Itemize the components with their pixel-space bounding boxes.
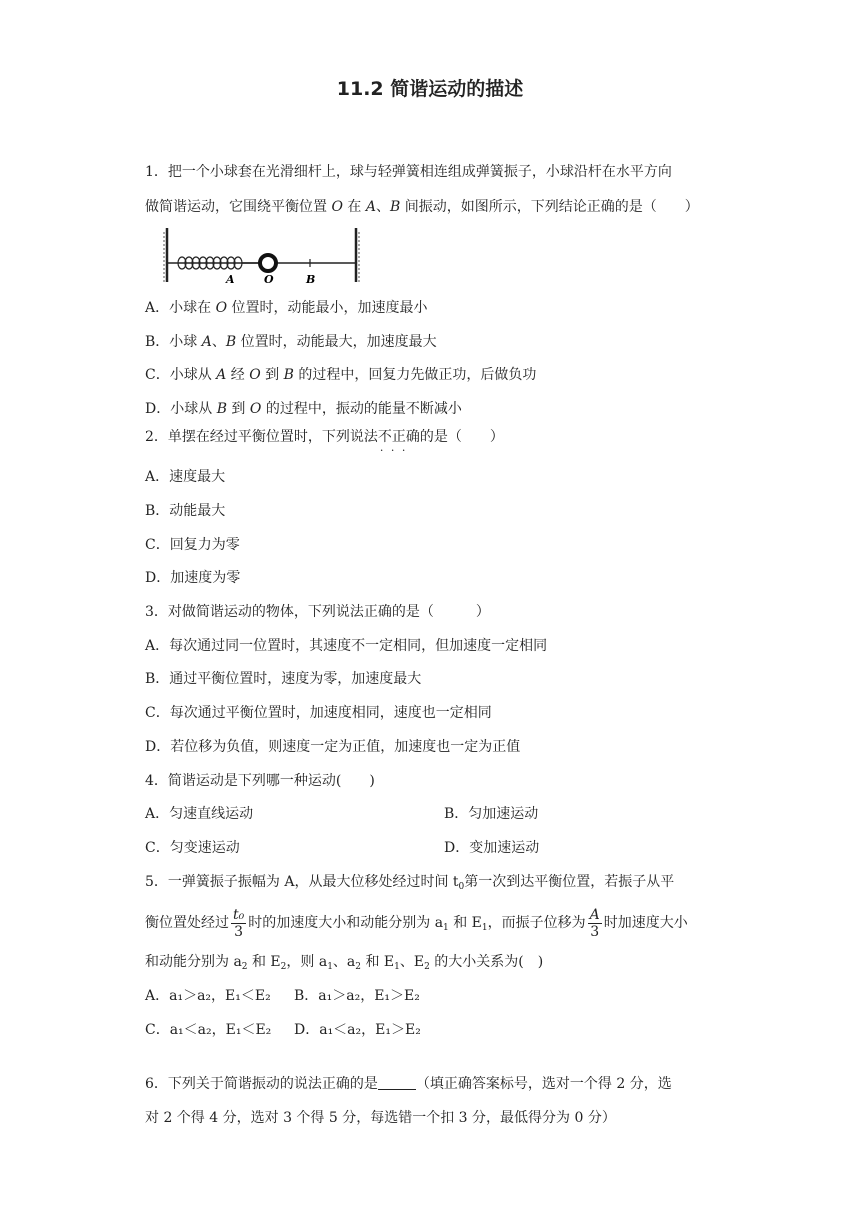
q6-stem-line2: 对 2 个得 4 分，选对 3 个得 5 分，每选错一个扣 3 分，最低得分为 0 分） [145,1110,616,1126]
q2-option-d: D．加速度为零 [145,570,241,586]
fraction-a-over-3: $\frac{A}{3}$ [589,906,600,940]
q1-option-c: C．小球从 A 经 O 到 B 的过程中，回复力先做正功，后做负功 [145,367,537,383]
emphasis-text: 不正确 . . . [378,429,420,445]
q3-option-d: D．若位移为负值，则速度一定为正值，加速度也一定为正值 [145,739,521,755]
q2-option-c: C．回复力为零 [145,537,240,553]
q2-option-b: B．动能最大 [145,503,226,519]
q1-stem-line1: 1．把一个小球套在光滑细杆上，球与轻弹簧相连组成弹簧振子，小球沿杆在水平方向 [145,164,672,180]
q1-option-d: D．小球从 B 到 O 的过程中，振动的能量不断减小 [145,401,462,417]
spring-oscillator-figure [160,228,365,290]
q3-option-b: B．通过平衡位置时，速度为零，加速度最大 [145,671,422,687]
figure-label-b: B [306,273,316,286]
q3-option-a: A．每次通过同一位置时，其速度不一定相同，但加速度一定相同 [145,638,548,654]
q4-option-b: B．匀加速运动 [444,806,539,822]
q4-option-a: A．匀速直线运动 [145,806,254,822]
figure-label-o: O [264,273,274,286]
q2-stem: 2．单摆在经过平衡位置时，下列说法不正确 . . .的是（ ） [145,427,504,447]
q5-option-d: D．a₁＜a₂，E₁＞E₂ [294,1022,421,1038]
q1-option-b: B．小球 A、B 位置时，动能最大，加速度最大 [145,334,437,350]
q1-stem-line2: 做简谐运动，它围绕平衡位置 O 在 A、B 间振动，如图所示，下列结论正确的是（ ） [145,199,699,215]
fraction-t0-over-3: $\frac{\text{t₀}}{3}$ [233,906,245,940]
figure-label-a: A [226,273,235,286]
q5-option-a: A．a₁＞a₂，E₁＜E₂ [145,988,271,1004]
page-title: 11.2 简谐运动的描述 [336,78,524,100]
q4-option-c: C．匀变速运动 [145,840,240,856]
answer-blank[interactable] [378,1075,416,1090]
q3-stem: 3．对做简谐运动的物体，下列说法正确的是（ ） [145,604,490,620]
q5-option-b: B．a₁＞a₂，E₁＞E₂ [294,988,420,1004]
q3-option-c: C．每次通过平衡位置时，加速度相同，速度也一定相同 [145,705,492,721]
q5-stem-line3: 和动能分别为 $a_2$ 和 $E_2$，则 $a_1$、$a_2$ 和 $E_1$、$E_2$ 的大小关系为( ) [145,954,544,972]
q5-stem-line2: 衡位置处经过 $\frac{\text{t₀}}{3}$ 时的加速度大小和动能分别为 $a_1$ 和 $E_1$，而振子位移为 $\frac{A}{3}$ 时加速度大小 [145,906,688,940]
q2-option-a: A．速度最大 [145,469,226,485]
q4-option-d: D．变加速运动 [444,840,540,856]
q5-stem-line1: 5．一弹簧振子振幅为 A，从最大位移处经过时间 $t_0$第一次到达平衡位置，若振子从平 [145,874,675,892]
q1-option-a: A．小球在 O 位置时，动能最小，加速度最小 [145,300,428,316]
q4-stem: 4．简谐运动是下列哪一种运动( ) [145,773,375,789]
q5-option-c: C．a₁＜a₂，E₁＜E₂ [145,1022,272,1038]
q6-stem-line1: 6．下列关于简谐振动的说法正确的是 （填正确答案标号，选对一个得 2 分，选 [145,1076,672,1092]
